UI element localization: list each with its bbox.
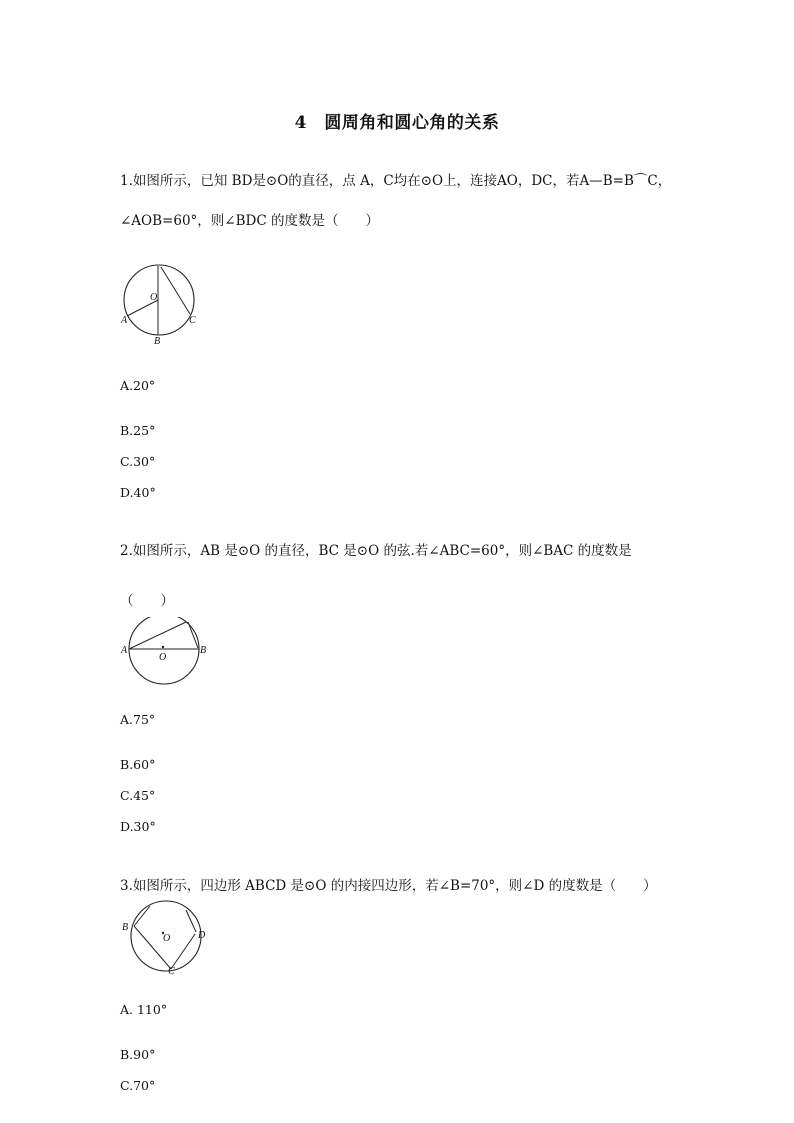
q2-option-d: D.30° <box>120 819 156 834</box>
side-ad <box>186 910 196 932</box>
label-o: O <box>159 652 167 663</box>
label-d: D <box>198 930 206 941</box>
question-2-figure <box>116 617 212 685</box>
q2-option-b: B.60° <box>120 757 156 772</box>
q3-option-a: A. 110° <box>120 1002 168 1017</box>
question-1-line-1: 1.如图所示，已知 BD是⊙O的直径，点 A，C均在⊙O上，连接AO，DC，若A—B=B⌒C， <box>120 173 672 189</box>
segment-dc <box>161 267 190 314</box>
circle-o <box>129 617 199 684</box>
question-2-line-2: （ ） <box>120 593 174 609</box>
label-o: O <box>150 292 158 303</box>
label-b: B <box>154 336 161 347</box>
q1-option-b: B.25° <box>120 423 156 438</box>
label-c: C <box>168 966 175 976</box>
q3-option-c: C.70° <box>120 1078 156 1093</box>
center-dot <box>162 646 164 648</box>
label-o: O <box>163 933 171 944</box>
label-a: A <box>121 645 128 656</box>
q1-option-d: D.40° <box>120 485 156 500</box>
label-b: B <box>122 922 129 933</box>
label-c: C <box>189 315 196 326</box>
question-3-figure <box>116 898 212 976</box>
q1-option-a: A.20° <box>120 378 156 393</box>
side-ab <box>134 906 150 926</box>
question-1-line-2: ∠AOB=60°，则∠BDC 的度数是（ ） <box>120 213 379 229</box>
label-b: B <box>200 645 207 656</box>
q2-option-c: C.45° <box>120 788 156 803</box>
page-title: 4 圆周角和圆心角的关系 <box>294 113 500 133</box>
label-a: A <box>121 315 128 326</box>
question-3-line-1: 3.如图所示，四边形 ABCD 是⊙O 的内接四边形，若∠B=70°，则∠D 的度数是（ ） <box>120 878 657 894</box>
q2-option-a: A.75° <box>120 712 156 727</box>
q1-option-c: C.30° <box>120 454 156 469</box>
side-cd <box>171 934 195 969</box>
question-1-figure <box>114 262 204 348</box>
question-2-line-1: 2.如图所示，AB 是⊙O 的直径，BC 是⊙O 的弦.若∠ABC=60°，则∠BAC 的度数是 <box>120 543 632 559</box>
circle-o <box>124 265 194 335</box>
q3-option-b: B.90° <box>120 1047 156 1062</box>
